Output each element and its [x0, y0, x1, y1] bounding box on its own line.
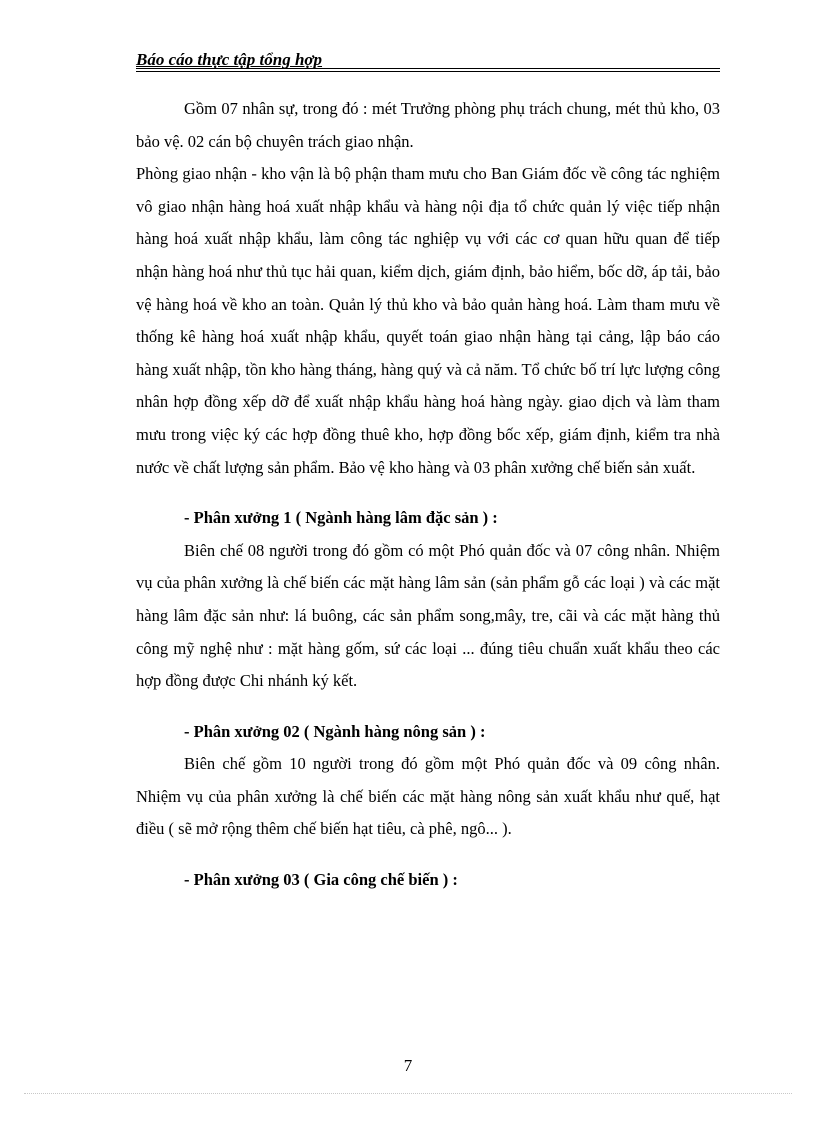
header-rule	[136, 68, 720, 69]
header-title: Báo cáo thực tập tổng hợp	[136, 50, 323, 69]
paragraph-workshop-1: Biên chế 08 người trong đó gồm có một Phó quản đốc và 07 công nhân. Nhiệm vụ của phân xưởng là chế biến các mặt hàng lâm sản (sản phẩm gỗ các loại ) và các mặt hàng lâm đặc sản như: lá buông, các sản phẩm song,mây, tre, cãi và các mặt hàng thủ công mỹ nghệ như : mặt hàng gốm, sứ các loại ... đúng tiêu chuẩn xuất khẩu theo các hợp đồng được Chi nhánh ký kết.	[136, 540, 720, 691]
section-heading-text: - Phân xưởng 02 ( Ngành hàng nông sản ) :	[184, 721, 486, 741]
section-heading-workshop-1	[136, 502, 720, 535]
page-number: 7	[403, 1056, 413, 1075]
document-body	[136, 93, 720, 897]
paragraph-workshop-2: Biên chế gồm 10 người trong đó gồm một Phó quản đốc và 09 công nhân. Nhiệm vụ của phân xưởng là chế biến các mặt hàng nông sản xuất khẩu như quế, hạt điều ( sẽ mở rộng thêm chế biến hạt tiêu, cà phê, ngô... ).	[136, 754, 720, 839]
page-bottom-divider	[24, 1093, 792, 1094]
section-heading-text: - Phân xưởng 1 ( Ngành hàng lâm đặc sản ) :	[184, 508, 498, 528]
section-heading-text: - Phân xưởng 03 ( Gia công chế biến ) :	[184, 870, 458, 890]
section-heading-workshop-2	[136, 716, 720, 749]
header-rule-secondary	[136, 71, 720, 72]
paragraph-staff: Gồm 07 nhân sự, trong đó : mét Trưởng phòng phụ trách chung, mét thủ kho, 03 bảo vệ. 02 cán bộ chuyên trách giao nhận.	[136, 99, 720, 151]
paragraph-department-duties: Phòng giao nhận - kho vận là bộ phận tham mưu cho Ban Giám đốc về công tác nghiệm vô giao nhận hàng hoá xuất nhập khẩu và hàng nội địa tổ chức quản lý việc tiếp nhận hàng hoá xuất nhập khẩu, làm công tác nghiệp vụ với các cơ quan hữu quan để tiếp nhận hàng hoá như thủ tục hải quan, kiểm dịch, giám định, bảo hiểm, bốc dỡ, áp tải, bảo vệ hàng hoá về kho an toàn. Quản lý thủ kho và bảo quản hàng hoá. Làm tham mưu về thống kê hàng hoá xuất nhập khẩu, quyết toán giao nhận hàng tại cảng, lập báo cáo hàng xuất nhập, tồn kho hàng tháng, hàng quý và cả năm. Tổ chức bố trí lực lượng công nhân hợp đồng xếp dỡ để xuất nhập khẩu hàng hoá hàng ngày. giao dịch và làm tham mưu trong việc ký các hợp đồng thuê kho, hợp đồng bốc xếp, giám định, kiểm tra nhà nước về chất lượng sản phẩm. Bảo vệ kho hàng và 03 phân xưởng chế biến sản xuất.	[136, 164, 720, 477]
section-heading-workshop-3	[136, 864, 720, 897]
page-header	[136, 50, 720, 70]
